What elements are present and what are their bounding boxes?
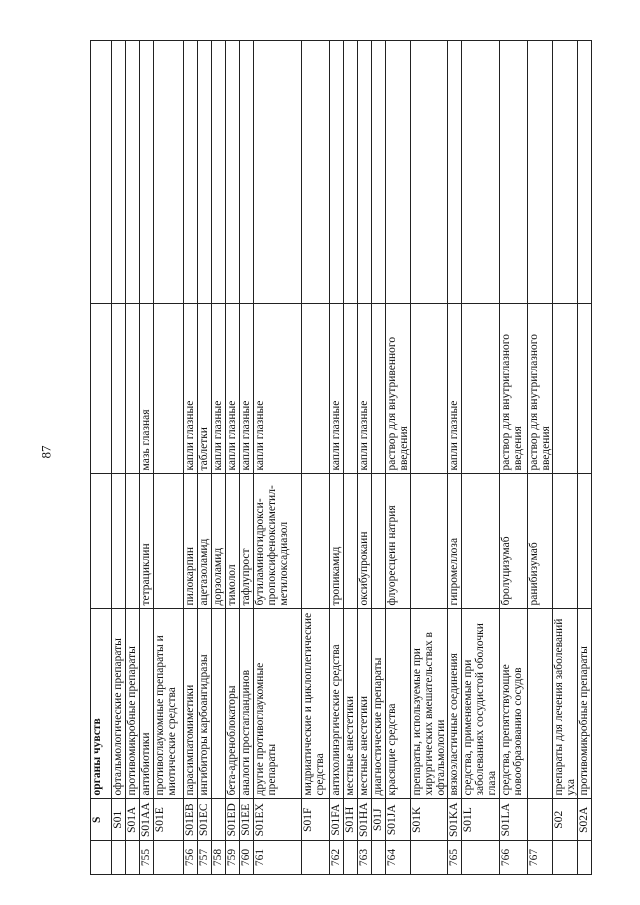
code-cell: S01HA <box>358 799 372 841</box>
header-cell <box>91 841 112 875</box>
table-cell <box>552 304 577 474</box>
table-cell: антихолинэргические средства <box>330 609 344 799</box>
table-cell: ранибизумаб <box>527 474 552 609</box>
row-number-cell: 761 <box>254 841 302 875</box>
code-cell <box>212 799 226 841</box>
code-cell: S01EB <box>184 799 198 841</box>
row-number-cell <box>344 841 358 875</box>
table-cell <box>140 41 154 304</box>
code-cell: S01EC <box>198 799 212 841</box>
table-cell: офтальмологические препараты <box>112 609 126 799</box>
table-cell <box>411 304 448 474</box>
table-row <box>527 41 552 875</box>
table-cell <box>448 41 462 304</box>
table-cell: раствор для внутривенного введения <box>386 304 411 474</box>
table-cell <box>302 41 330 304</box>
code-cell: S01J <box>372 799 386 841</box>
header-cell: S <box>91 799 112 841</box>
table-cell <box>577 304 591 474</box>
row-number-cell <box>126 841 140 875</box>
table-cell: красящие средства <box>386 609 411 799</box>
table-cell: капли глазные <box>254 304 302 474</box>
table-cell <box>462 474 499 609</box>
table-cell: капли глазные <box>212 304 226 474</box>
table-cell <box>212 41 226 304</box>
code-cell: S01H <box>344 799 358 841</box>
code-cell: S01 <box>112 799 126 841</box>
row-number-cell: 764 <box>386 841 411 875</box>
table-row <box>344 41 358 875</box>
table-row <box>140 41 154 875</box>
code-cell: S01F <box>302 799 330 841</box>
row-number-cell: 755 <box>140 841 154 875</box>
table-cell <box>198 41 212 304</box>
table-row <box>462 41 499 875</box>
table-cell <box>552 41 577 304</box>
table-row <box>448 41 462 875</box>
table-cell: местные анестетики <box>358 609 372 799</box>
table-row <box>411 41 448 875</box>
table-cell <box>112 474 126 609</box>
table-cell <box>372 41 386 304</box>
table-cell: капли глазные <box>358 304 372 474</box>
row-number-cell <box>154 841 184 875</box>
table-cell: вязкоэластичные соединения <box>448 609 462 799</box>
table-row <box>372 41 386 875</box>
code-cell: S01EX <box>254 799 302 841</box>
row-number-cell <box>302 841 330 875</box>
table-cell <box>344 41 358 304</box>
table-cell: гипромеллоза <box>448 474 462 609</box>
table-cell <box>527 41 552 304</box>
table-cell: бутиламиногидрокси-пропоксифеноксиметил-метилоксадиазол <box>254 474 302 609</box>
table-cell <box>240 41 254 304</box>
table-cell: средства, применяемые при заболеваниях сосудистой оболочки глаза <box>462 609 499 799</box>
table-cell: противомикробные препараты <box>577 609 591 799</box>
table-cell: тетрациклин <box>140 474 154 609</box>
row-number-cell: 767 <box>527 841 552 875</box>
table-cell: парасимпатомиметики <box>184 609 198 799</box>
table-cell <box>112 304 126 474</box>
table-cell <box>126 304 140 474</box>
table-cell <box>577 474 591 609</box>
code-cell: S01AA <box>140 799 154 841</box>
row-number-cell: 759 <box>226 841 240 875</box>
code-cell: S01E <box>154 799 184 841</box>
header-cell: органы чувств <box>91 609 112 799</box>
table-cell <box>344 474 358 609</box>
row-number-cell <box>372 841 386 875</box>
table-row <box>184 41 198 875</box>
rotated-table-container <box>90 40 590 875</box>
header-cell <box>91 41 112 304</box>
table-cell <box>126 41 140 304</box>
code-cell <box>527 799 552 841</box>
table-cell: противоглаукомные препараты и миотические средства <box>154 609 184 799</box>
table-cell: препараты, используемые при хирургических вмешательствах в офтальмологии <box>411 609 448 799</box>
row-number-cell <box>577 841 591 875</box>
table-cell: ингибиторы карбоангидразы <box>198 609 212 799</box>
table-cell: препараты для лечения заболеваний уха <box>552 609 577 799</box>
table-cell <box>552 474 577 609</box>
table-cell <box>372 304 386 474</box>
table-cell: бролуцизумаб <box>499 474 527 609</box>
table-row <box>126 41 140 875</box>
code-cell: S01ED <box>226 799 240 841</box>
table-cell <box>499 41 527 304</box>
code-cell: S01A <box>126 799 140 841</box>
table-cell <box>302 474 330 609</box>
table-row <box>577 41 591 875</box>
table-cell: другие противоглаукомные препараты <box>254 609 302 799</box>
table-cell: мидриатические и циклоплегические средства <box>302 609 330 799</box>
table-cell: таблетки <box>198 304 212 474</box>
header-cell <box>91 304 112 474</box>
code-cell: S01LA <box>499 799 527 841</box>
table-cell: бета-адреноблокаторы <box>226 609 240 799</box>
table-cell <box>112 41 126 304</box>
table-cell: тимолол <box>226 474 240 609</box>
table-cell <box>184 41 198 304</box>
table-cell: раствор для внутриглазного введения <box>527 304 552 474</box>
table-cell: капли глазные <box>226 304 240 474</box>
table-cell <box>462 304 499 474</box>
table-row <box>386 41 411 875</box>
table-cell: антибиотики <box>140 609 154 799</box>
table-cell <box>302 304 330 474</box>
row-number-cell <box>552 841 577 875</box>
row-number-cell: 758 <box>212 841 226 875</box>
table-cell <box>212 609 226 799</box>
code-cell: S01FA <box>330 799 344 841</box>
table-cell: капли глазные <box>240 304 254 474</box>
code-cell: S01KA <box>448 799 462 841</box>
page-number: 87 <box>38 445 54 459</box>
row-number-cell: 763 <box>358 841 372 875</box>
table-row <box>499 41 527 875</box>
table-cell: флуоресцеин натрия <box>386 474 411 609</box>
table-cell <box>126 474 140 609</box>
table-row <box>302 41 330 875</box>
table-header-row <box>91 41 112 875</box>
table-cell <box>344 304 358 474</box>
table-cell: раствор для внутриглазного введения <box>499 304 527 474</box>
table-row <box>330 41 344 875</box>
row-number-cell: 760 <box>240 841 254 875</box>
table-cell <box>372 474 386 609</box>
table-cell <box>411 41 448 304</box>
table-cell: мазь глазная <box>140 304 154 474</box>
drug-table <box>90 40 592 875</box>
code-cell: S02A <box>577 799 591 841</box>
table-cell <box>154 41 184 304</box>
table-cell: местные анестетики <box>344 609 358 799</box>
table-cell <box>577 41 591 304</box>
table-row <box>254 41 302 875</box>
table-cell <box>330 41 344 304</box>
table-cell: капли глазные <box>448 304 462 474</box>
table-row <box>212 41 226 875</box>
table-cell: тафлупрост <box>240 474 254 609</box>
table-cell: дорзоламид <box>212 474 226 609</box>
table-cell: средства, препятствующие новообразованию сосудов <box>499 609 527 799</box>
table-cell: аналоги простагландинов <box>240 609 254 799</box>
table-cell <box>527 609 552 799</box>
table-cell: пилокарпин <box>184 474 198 609</box>
code-cell: S01L <box>462 799 499 841</box>
table-cell <box>411 474 448 609</box>
table-cell <box>358 41 372 304</box>
table-row <box>198 41 212 875</box>
row-number-cell <box>462 841 499 875</box>
code-cell: S01K <box>411 799 448 841</box>
row-number-cell: 757 <box>198 841 212 875</box>
code-cell: S01JA <box>386 799 411 841</box>
row-number-cell: 756 <box>184 841 198 875</box>
row-number-cell: 762 <box>330 841 344 875</box>
table-body <box>112 41 592 875</box>
table-cell <box>386 41 411 304</box>
table-cell: ацетазоламид <box>198 474 212 609</box>
header-cell <box>91 474 112 609</box>
table-cell <box>254 41 302 304</box>
row-number-cell: 766 <box>499 841 527 875</box>
table-row <box>226 41 240 875</box>
table-cell <box>154 474 184 609</box>
table-cell <box>462 41 499 304</box>
row-number-cell: 765 <box>448 841 462 875</box>
table-row <box>154 41 184 875</box>
code-cell: S01EE <box>240 799 254 841</box>
table-cell: капли глазные <box>184 304 198 474</box>
table-row <box>112 41 126 875</box>
table-cell: оксибупрокаин <box>358 474 372 609</box>
table-row <box>358 41 372 875</box>
table-cell: капли глазные <box>330 304 344 474</box>
table-row <box>240 41 254 875</box>
table-cell: противомикробные препараты <box>126 609 140 799</box>
table-cell: тропикамид <box>330 474 344 609</box>
row-number-cell <box>411 841 448 875</box>
table-row <box>552 41 577 875</box>
row-number-cell <box>112 841 126 875</box>
code-cell: S02 <box>552 799 577 841</box>
table-cell <box>226 41 240 304</box>
table-cell: диагностические препараты <box>372 609 386 799</box>
table-cell <box>154 304 184 474</box>
